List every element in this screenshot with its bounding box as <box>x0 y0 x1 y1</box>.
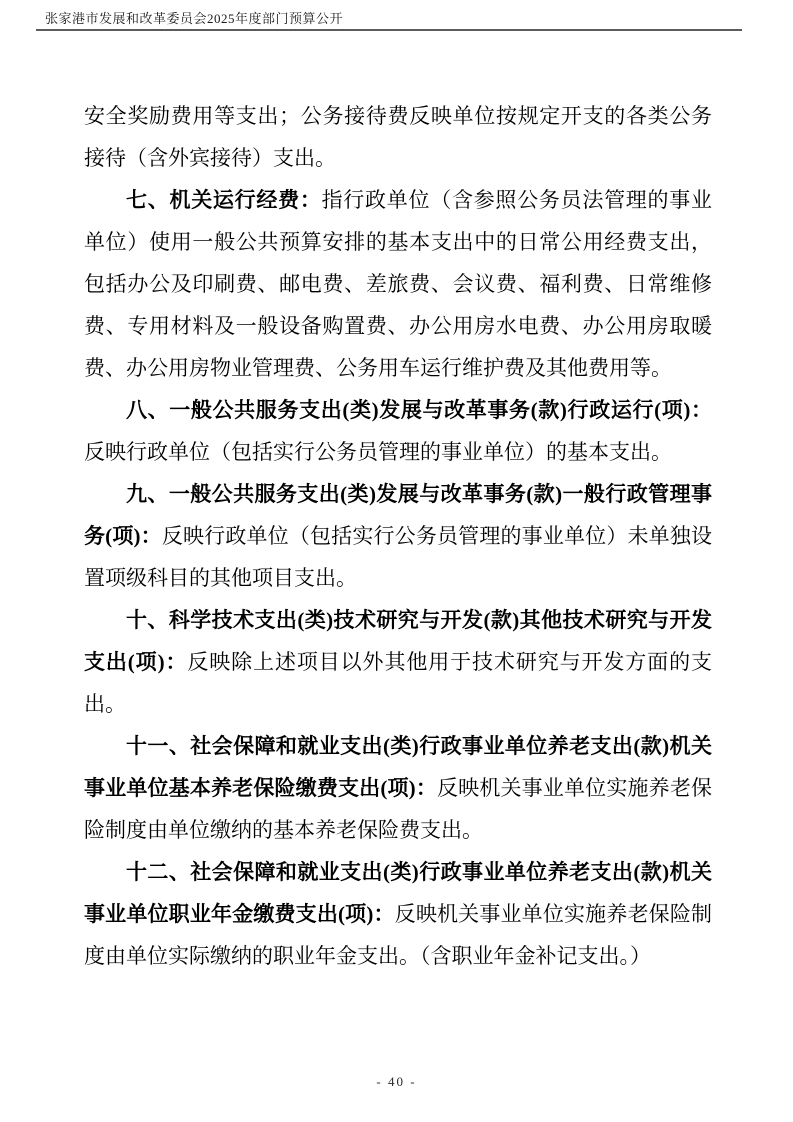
paragraph-text: 反映行政单位（包括实行公务员管理的事业单位）的基本支出。 <box>84 440 672 464</box>
paragraph-continuation <box>84 95 712 179</box>
header-title: 张家港市发展和改革委员会2025年度部门预算公开 <box>45 11 344 26</box>
page-number: - 40 - <box>376 1074 417 1089</box>
header-rule <box>36 29 742 31</box>
paragraph-text: 反映行政单位（包括实行公务员管理的事业单位）未单独设置项级科目的其他项目支出。 <box>84 524 712 590</box>
paragraph-10 <box>84 599 712 725</box>
paragraph-text: 安全奖励费用等支出；公务接待费反映单位按规定开支的各类公务接待（含外宾接待）支出。 <box>84 104 712 170</box>
paragraph-11 <box>84 725 712 851</box>
paragraph-lead: 七、机关运行经费： <box>126 188 322 212</box>
paragraph-8 <box>84 389 712 473</box>
paragraph-lead: 八、一般公共服务支出(类)发展与改革事务(款)行政运行(项)： <box>126 398 712 422</box>
page-footer <box>0 1073 793 1091</box>
paragraph-lead: 九、一般公共服务支出(类)发展与改革事务(款)一般行政管理事务(项)： <box>84 482 712 548</box>
page-header <box>36 11 742 31</box>
paragraph-text: 指行政单位（含参照公务员法管理的事业单位）使用一般公共预算安排的基本支出中的日常公用经费支出，包括办公及印刷费、邮电费、差旅费、会议费、福利费、日常维修费、专用材料及一般设备购置费、办公用房水电费、办公用房取暖费、办公用房物业管理费、公务用车运行维护费及其他费用等。 <box>84 188 712 380</box>
paragraph-text: 反映机关事业单位实施养老保险制度由单位缴纳的基本养老保险费支出。 <box>84 776 712 842</box>
paragraph-lead: 十、科学技术支出(类)技术研究与开发(款)其他技术研究与开发支出(项)： <box>84 608 712 674</box>
paragraph-lead: 十一、社会保障和就业支出(类)行政事业单位养老支出(款)机关事业单位基本养老保险缴费支出(项)： <box>84 734 712 800</box>
paragraph-text: 反映除上述项目以外其他用于技术研究与开发方面的支出。 <box>84 650 712 716</box>
paragraph-7 <box>84 179 712 389</box>
paragraph-text: 反映机关事业单位实施养老保险制度由单位实际缴纳的职业年金支出。（含职业年金补记支出。） <box>84 902 712 968</box>
paragraph-lead: 十二、社会保障和就业支出(类)行政事业单位养老支出(款)机关事业单位职业年金缴费支出(项)： <box>84 860 712 926</box>
paragraph-9 <box>84 473 712 599</box>
paragraph-12 <box>84 851 712 977</box>
document-body <box>84 95 712 977</box>
